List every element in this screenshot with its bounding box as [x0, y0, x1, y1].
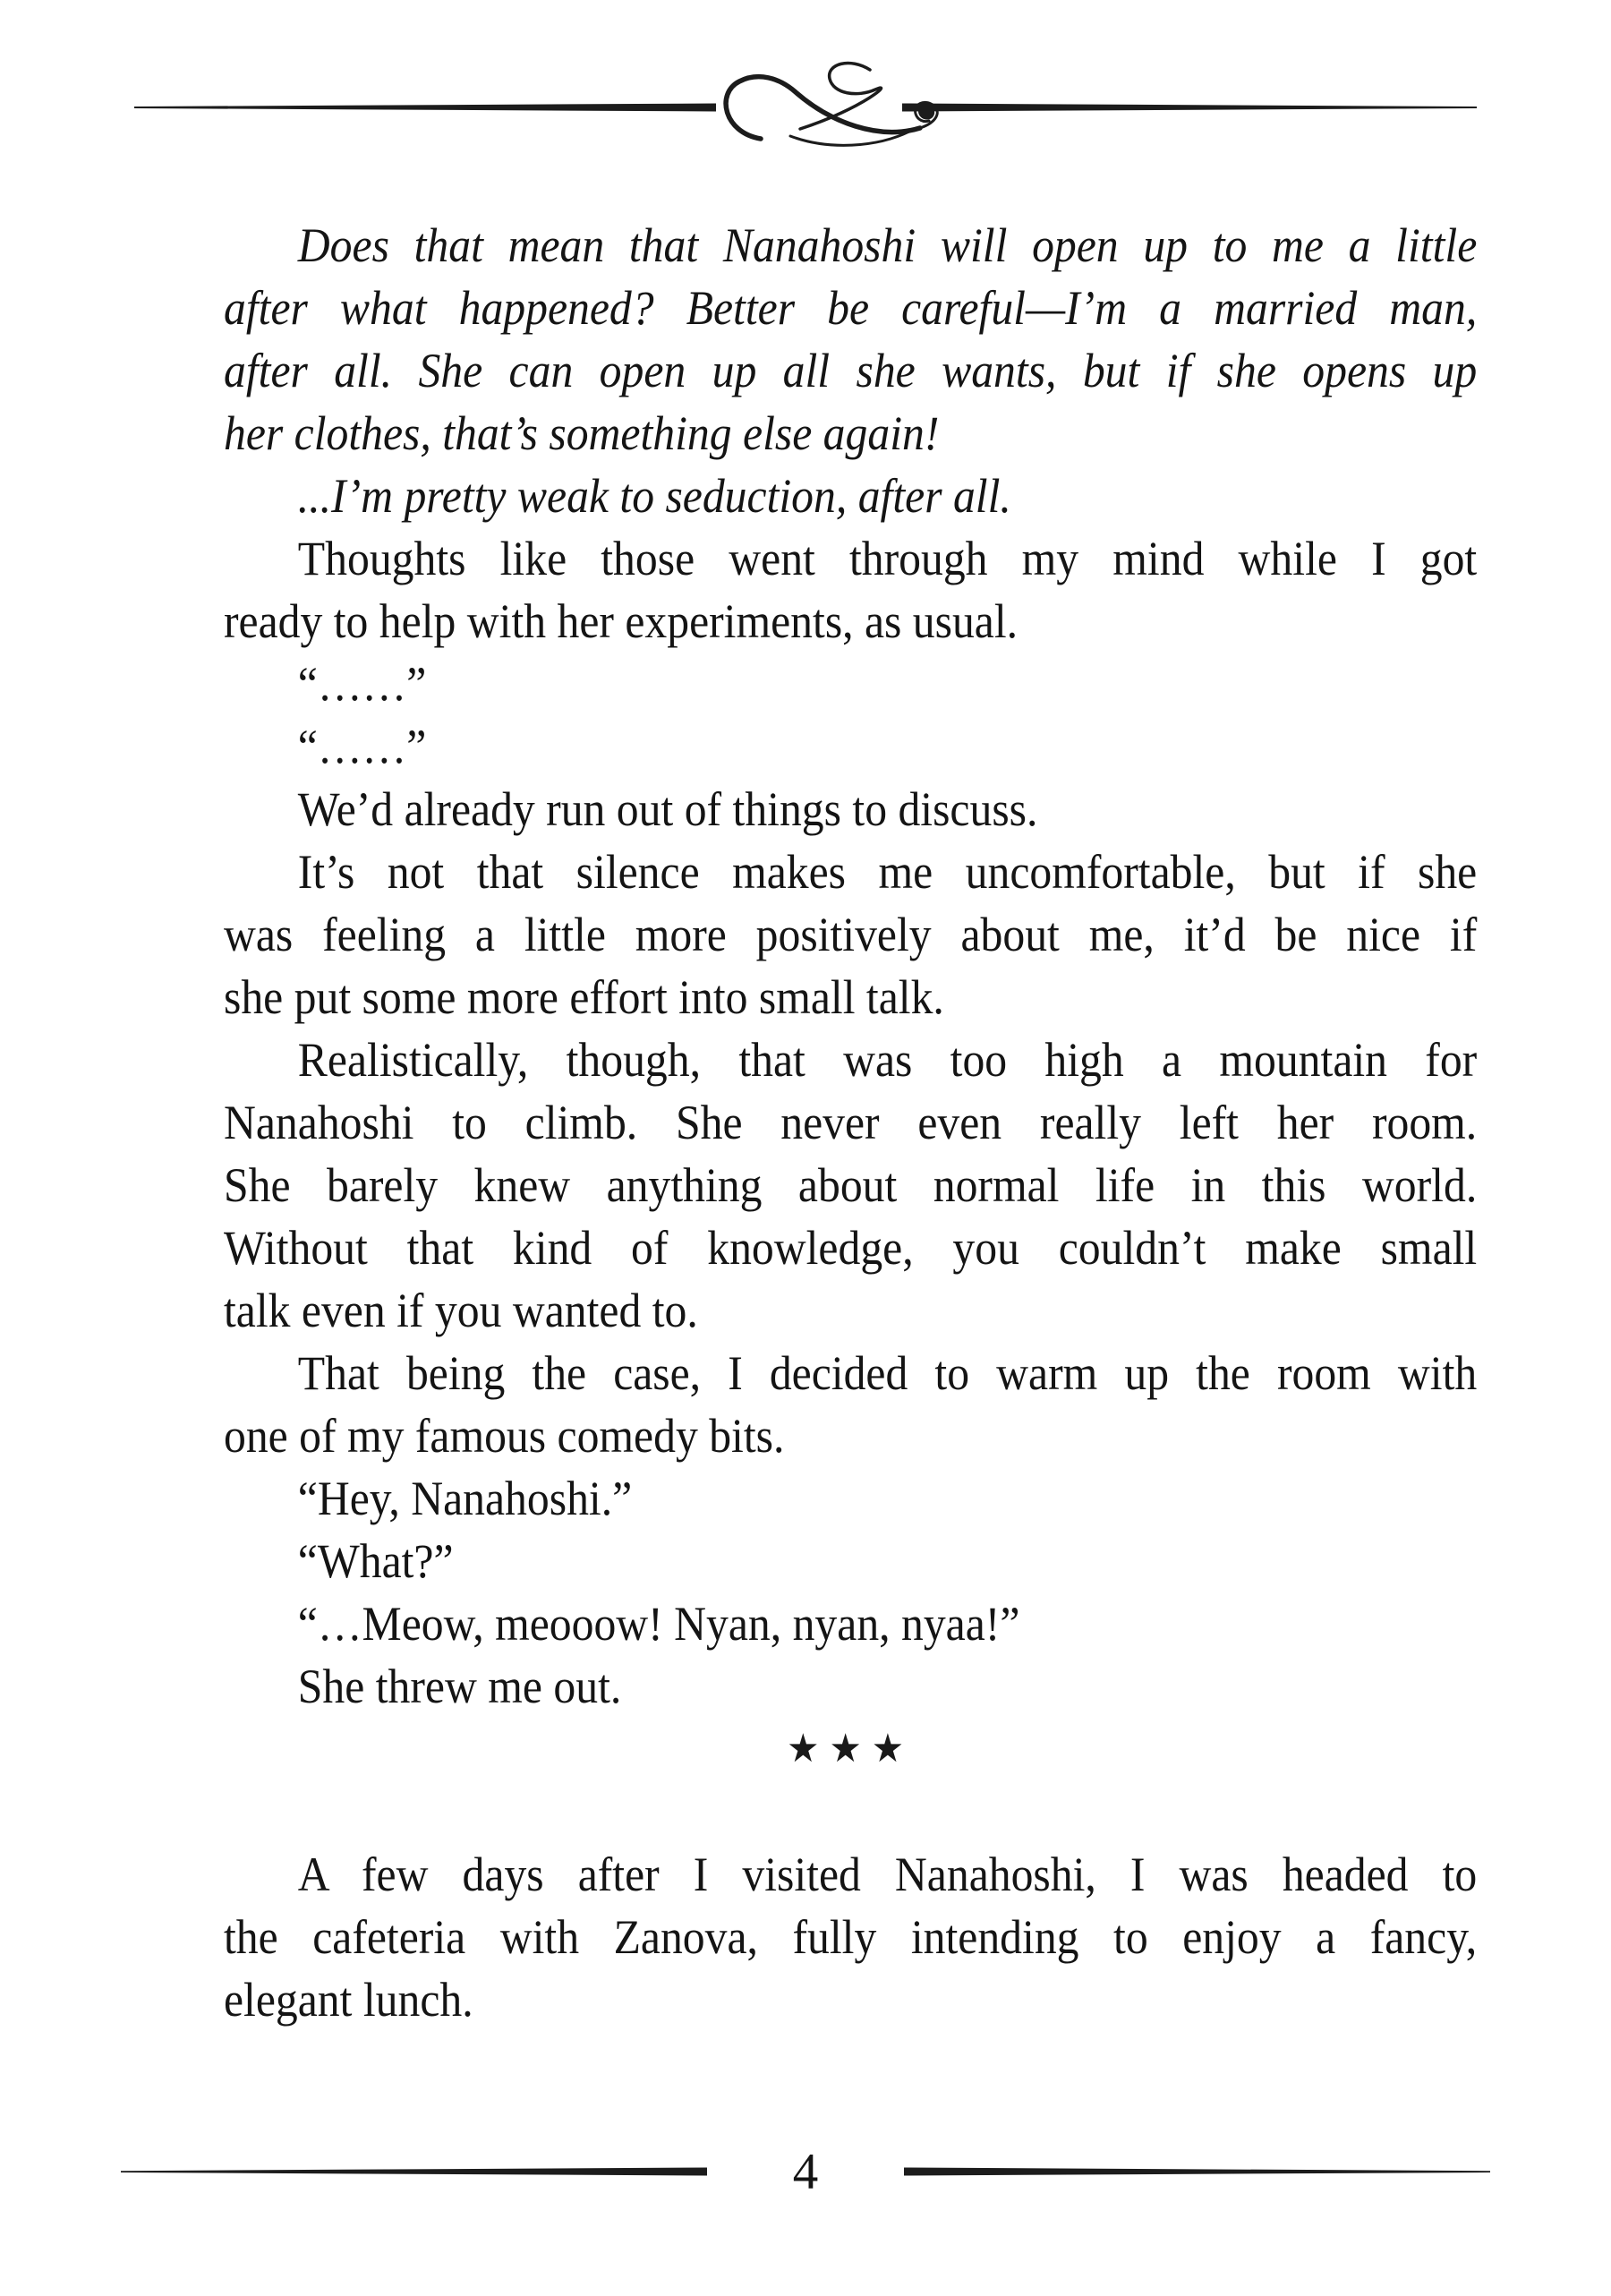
footer-rule-left	[121, 2168, 707, 2176]
text-line: she put some more effort into small talk.	[224, 970, 944, 1024]
text-line: That being the case, I decided to warm up the room with	[297, 1346, 1478, 1400]
text-line: after what happened? Better be careful—I’m a married man,	[224, 281, 1478, 335]
text-line: “What?”	[297, 1534, 454, 1588]
flourish-ornament-icon	[134, 52, 1477, 168]
text-line: ready to help with her experiments, as usual.	[224, 594, 1019, 648]
text-line: talk even if you wanted to.	[224, 1284, 698, 1337]
header-rule-left	[134, 104, 716, 112]
text-line: Does that mean that Nanahoshi will open up to me a little	[297, 218, 1478, 272]
text-line: her clothes, that’s something else again!	[224, 406, 940, 460]
footer-rule-right	[904, 2168, 1490, 2176]
text-line: Realistically, though, that was too high a mountain for	[297, 1033, 1478, 1087]
text-line: Nanahoshi to climb. She never even really left her room.	[224, 1096, 1478, 1149]
text-line: after all. She can open up all she wants, but if she opens up	[224, 344, 1478, 397]
text-line: She threw me out.	[297, 1660, 622, 1713]
header-rule-right	[902, 104, 1477, 112]
text-line: Without that kind of knowledge, you couldn’t make small	[224, 1221, 1478, 1275]
text-line: “…Meow, meooow! Nyan, nyan, nyaa!”	[297, 1597, 1020, 1651]
text-line: “Hey, Nanahoshi.”	[297, 1472, 633, 1525]
text-line: It’s not that silence makes me uncomfortable, but if she	[297, 845, 1478, 899]
text-line: the cafeteria with Zanova, fully intending to enjoy a fancy,	[224, 1910, 1478, 1964]
text-line: elegant lunch.	[224, 1973, 473, 2027]
page-number: 4	[792, 2144, 819, 2200]
text-line: was feeling a little more positively about me, it’d be nice if	[224, 908, 1478, 961]
text-line: “……”	[297, 720, 427, 773]
body-text	[224, 214, 1477, 2031]
scene-break-stars: ★★★	[787, 1726, 915, 1771]
text-line: A few days after I visited Nanahoshi, I was headed to	[297, 1848, 1478, 1901]
text-line: Thoughts like those went through my mind while I got	[297, 532, 1478, 585]
text-line: We’d already run out of things to discuss.	[297, 782, 1038, 836]
text-line: ...I’m pretty weak to seduction, after all.	[297, 469, 1011, 523]
text-line: one of my famous comedy bits.	[224, 1409, 785, 1463]
text-line: “……”	[297, 657, 427, 711]
text-line: She barely knew anything about normal life in this world.	[224, 1158, 1478, 1212]
